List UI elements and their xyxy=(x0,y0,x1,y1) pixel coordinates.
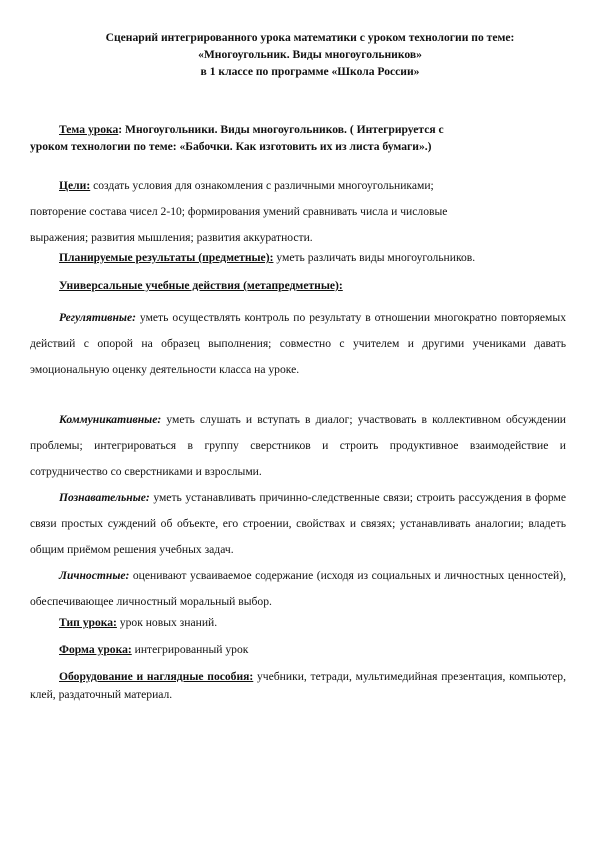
goals-label: Цели: xyxy=(59,179,91,192)
communicative-paragraph xyxy=(30,407,566,485)
topic-text-1: : Многоугольники. Виды многоугольников. ( Интегрируется с xyxy=(118,123,444,136)
lesson-form xyxy=(59,641,248,659)
lesson-form-label: Форма урока: xyxy=(59,643,132,656)
planned-results xyxy=(59,249,475,267)
lesson-form-text: интегрированный урок xyxy=(131,643,249,656)
equipment-label: Оборудование и наглядные пособия: xyxy=(59,670,254,683)
cognitive-text: уметь устанавливать причинно-следственные связи; строить рассуждения в форме связи простых суждений об объекте, его строении, свойствах и связях; устанавливать аналогии; владеть общим приёмом решения учебных задач. xyxy=(30,491,566,556)
uud-label: Универсальные учебные действия (метапредметные): xyxy=(59,279,343,292)
personal-label: Личностные: xyxy=(59,569,130,582)
lesson-topic xyxy=(30,121,565,155)
topic-text-2: уроком технологии по теме: «Бабочки. Как изготовить их из листа бумаги».) xyxy=(30,140,432,153)
title-line-1: Сценарий интегрированного урока математики с уроком технологии по теме: xyxy=(105,31,515,44)
planned-label: Планируемые результаты (предметные): xyxy=(59,251,274,264)
document-title xyxy=(60,29,560,80)
communicative-label: Коммуникативные: xyxy=(59,413,162,426)
goals-text-1: создать условия для ознакомления с различными многоугольниками; xyxy=(90,179,434,192)
regulatory-text: уметь осуществлять контроль по результату в отношении многократно повторяемых действий с опорой на образец выполнения; совместно с учителем и другими учениками давать эмоциональную оценку деятельности класса на уроке. xyxy=(30,311,566,376)
cognitive-label: Познавательные: xyxy=(59,491,150,504)
regulatory-label: Регулятивные: xyxy=(59,311,136,324)
topic-label: Тема урока xyxy=(59,123,119,136)
communicative-text: уметь слушать и вступать в диалог; участвовать в коллективном обсуждении проблемы; интегрироваться в группу сверстников и строить продуктивное взаимодействие и сотрудничество со сверстниками и взрослыми. xyxy=(30,413,566,478)
title-line-3: в 1 классе по программе «Школа России» xyxy=(200,65,420,78)
lesson-type-label: Тип урока: xyxy=(59,616,117,629)
personal-text: оценивают усваиваемое содержание (исходя из социальных и личностных ценностей), обеспечивающее личностный моральный выбор. xyxy=(30,569,566,608)
lesson-goals xyxy=(30,173,565,251)
lesson-type-text: урок новых знаний. xyxy=(116,616,218,629)
cognitive-paragraph xyxy=(30,485,566,563)
title-line-2: «Многоугольник. Виды многоугольников» xyxy=(198,48,422,61)
equipment-text: учебники, тетради, мультимедийная презентация, компьютер, клей, раздаточный материал. xyxy=(30,670,566,701)
universal-actions-heading xyxy=(59,277,343,295)
equipment-paragraph xyxy=(30,668,566,704)
personal-paragraph xyxy=(30,563,566,615)
planned-text: уметь различать виды многоугольников. xyxy=(273,251,476,264)
lesson-type xyxy=(59,614,217,632)
goals-text-2: повторение состава чисел 2-10; формирования умений сравнивать числа и числовые xyxy=(30,205,448,218)
regulatory-paragraph xyxy=(30,305,566,383)
goals-text-3: выражения; развития мышления; развития аккуратности. xyxy=(30,231,313,244)
